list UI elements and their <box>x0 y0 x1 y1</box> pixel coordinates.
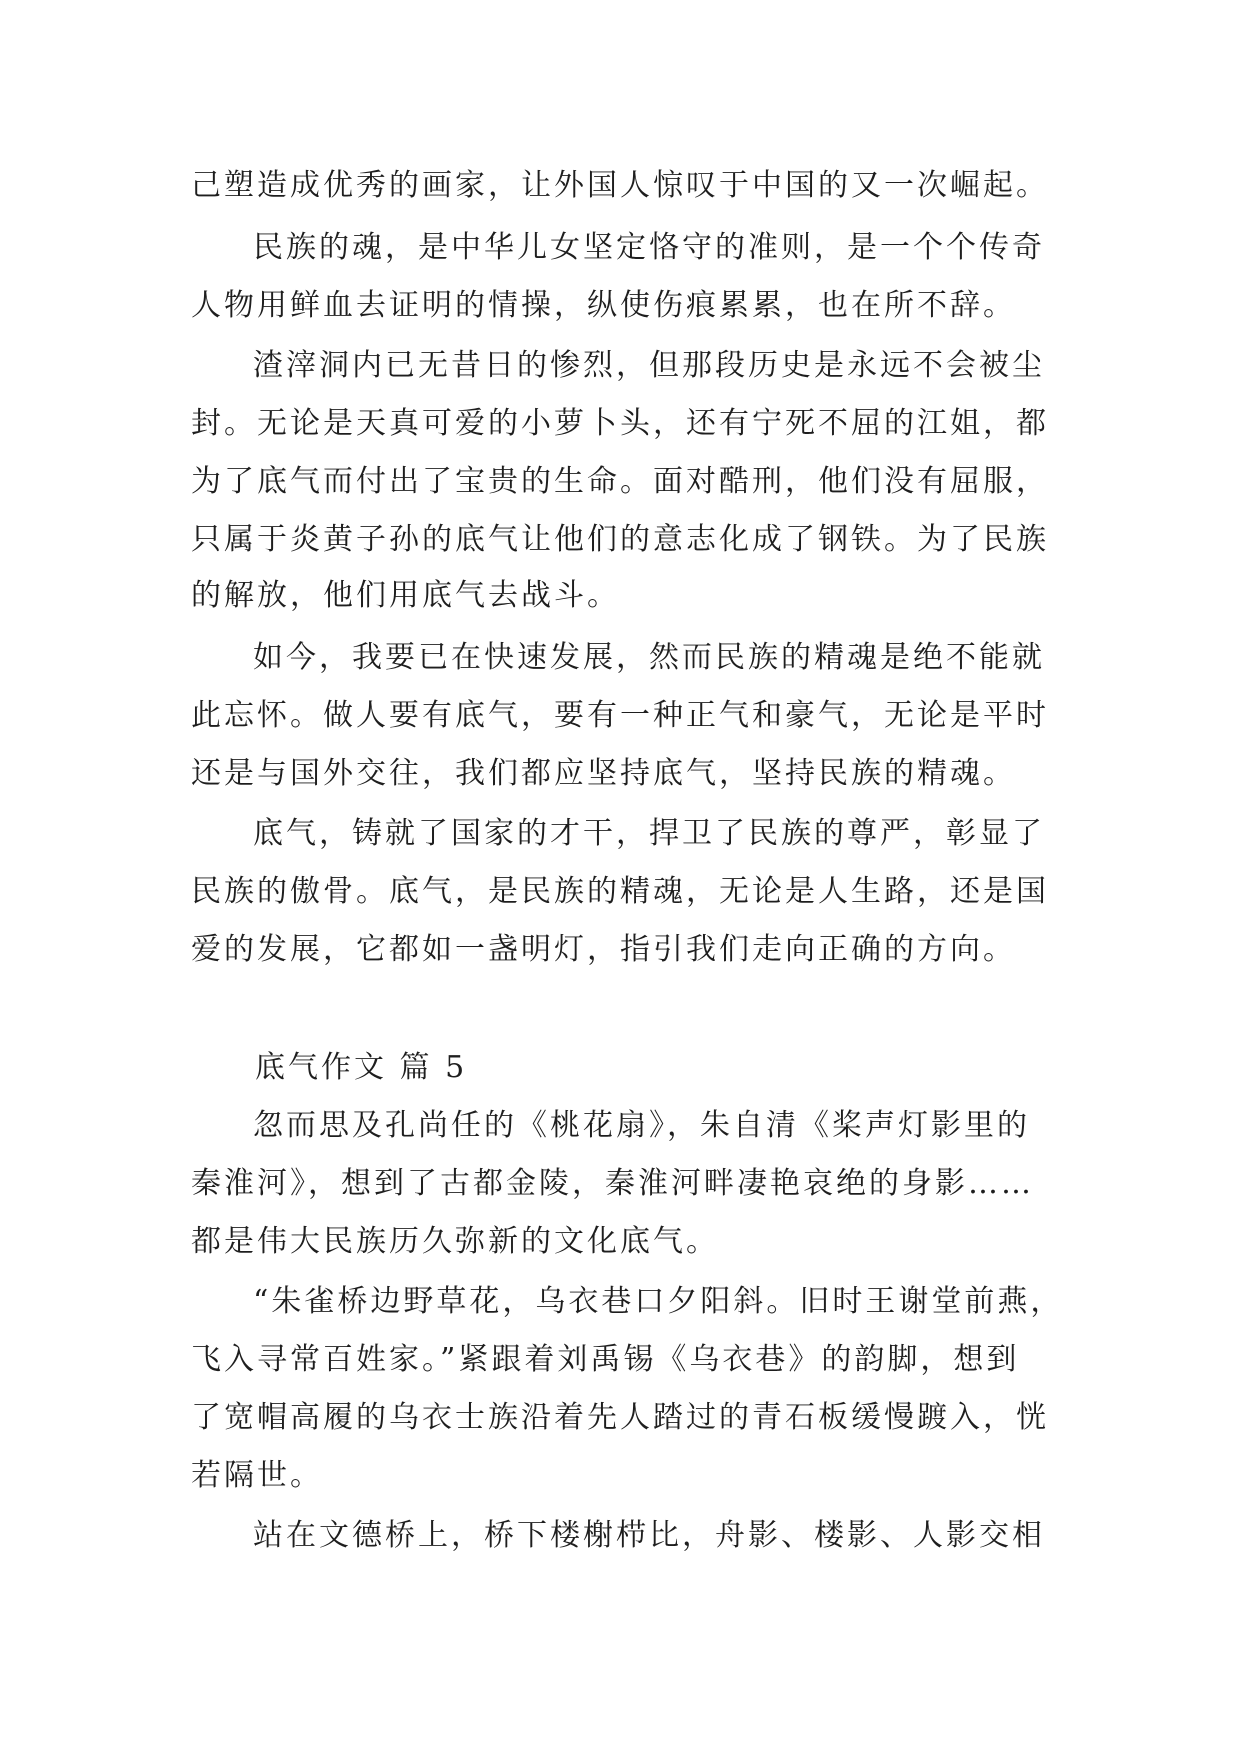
paragraph-first-line: 站在文德桥上，桥下楼榭栉比，舟影、楼影、人影交相 <box>253 1518 1045 1553</box>
paragraph-first-line: 底气，铸就了国家的才干，捍卫了民族的尊严，彰显了 <box>253 816 1045 851</box>
text-line: 民族的傲骨。底气，是民族的精魂，无论是人生路，还是国 <box>191 874 1049 909</box>
paragraph-first-line: “朱雀桥边野草花，乌衣巷口夕阳斜。旧时王谢堂前燕， <box>253 1284 1064 1319</box>
paragraph-first-line: 忽而思及孔尚任的《桃花扇》，朱自清《桨声灯影里的 <box>253 1108 1030 1143</box>
paragraph-first-line: 如今，我要已在快速发展，然而民族的精魂是绝不能就 <box>253 640 1045 675</box>
text-line: 只属于炎黄子孙的底气让他们的意志化成了钢铁。为了民族 <box>191 522 1049 557</box>
section-heading: 底气作文 篇 5 <box>255 1050 468 1085</box>
text-line: 己塑造成优秀的画家，让外国人惊叹于中国的又一次崛起。 <box>191 168 1049 203</box>
paragraph-first-line: 渣滓洞内已无昔日的惨烈，但那段历史是永远不会被尘 <box>253 348 1045 383</box>
text-line: 飞入寻常百姓家。”紧跟着刘禹锡《乌衣巷》的韵脚，想到 <box>191 1342 1020 1377</box>
text-line: 若隔世。 <box>191 1458 323 1493</box>
text-line: 封。无论是天真可爱的小萝卜头，还有宁死不屈的江姐，都 <box>191 406 1049 441</box>
paragraph-first-line: 民族的魂，是中华儿女坚定恪守的准则，是一个个传奇 <box>253 230 1045 265</box>
text-line: 秦淮河》，想到了古都金陵，秦淮河畔凄艳哀绝的身影…… <box>191 1166 1034 1201</box>
text-line: 人物用鲜血去证明的情操，纵使伤痕累累，也在所不辞。 <box>191 288 1016 323</box>
text-line: 都是伟大民族历久弥新的文化底气。 <box>191 1224 719 1259</box>
text-line: 还是与国外交往，我们都应坚持底气，坚持民族的精魂。 <box>191 756 1016 791</box>
text-line: 此忘怀。做人要有底气，要有一种正气和豪气，无论是平时 <box>191 698 1049 733</box>
text-line: 爱的发展，它都如一盏明灯，指引我们走向正确的方向。 <box>191 932 1016 967</box>
text-line: 为了底气而付出了宝贵的生命。面对酷刑，他们没有屈服， <box>191 464 1049 499</box>
text-line: 了宽帽高履的乌衣士族沿着先人踏过的青石板缓慢踱入，恍 <box>191 1400 1049 1435</box>
text-line: 的解放，他们用底气去战斗。 <box>191 578 620 613</box>
